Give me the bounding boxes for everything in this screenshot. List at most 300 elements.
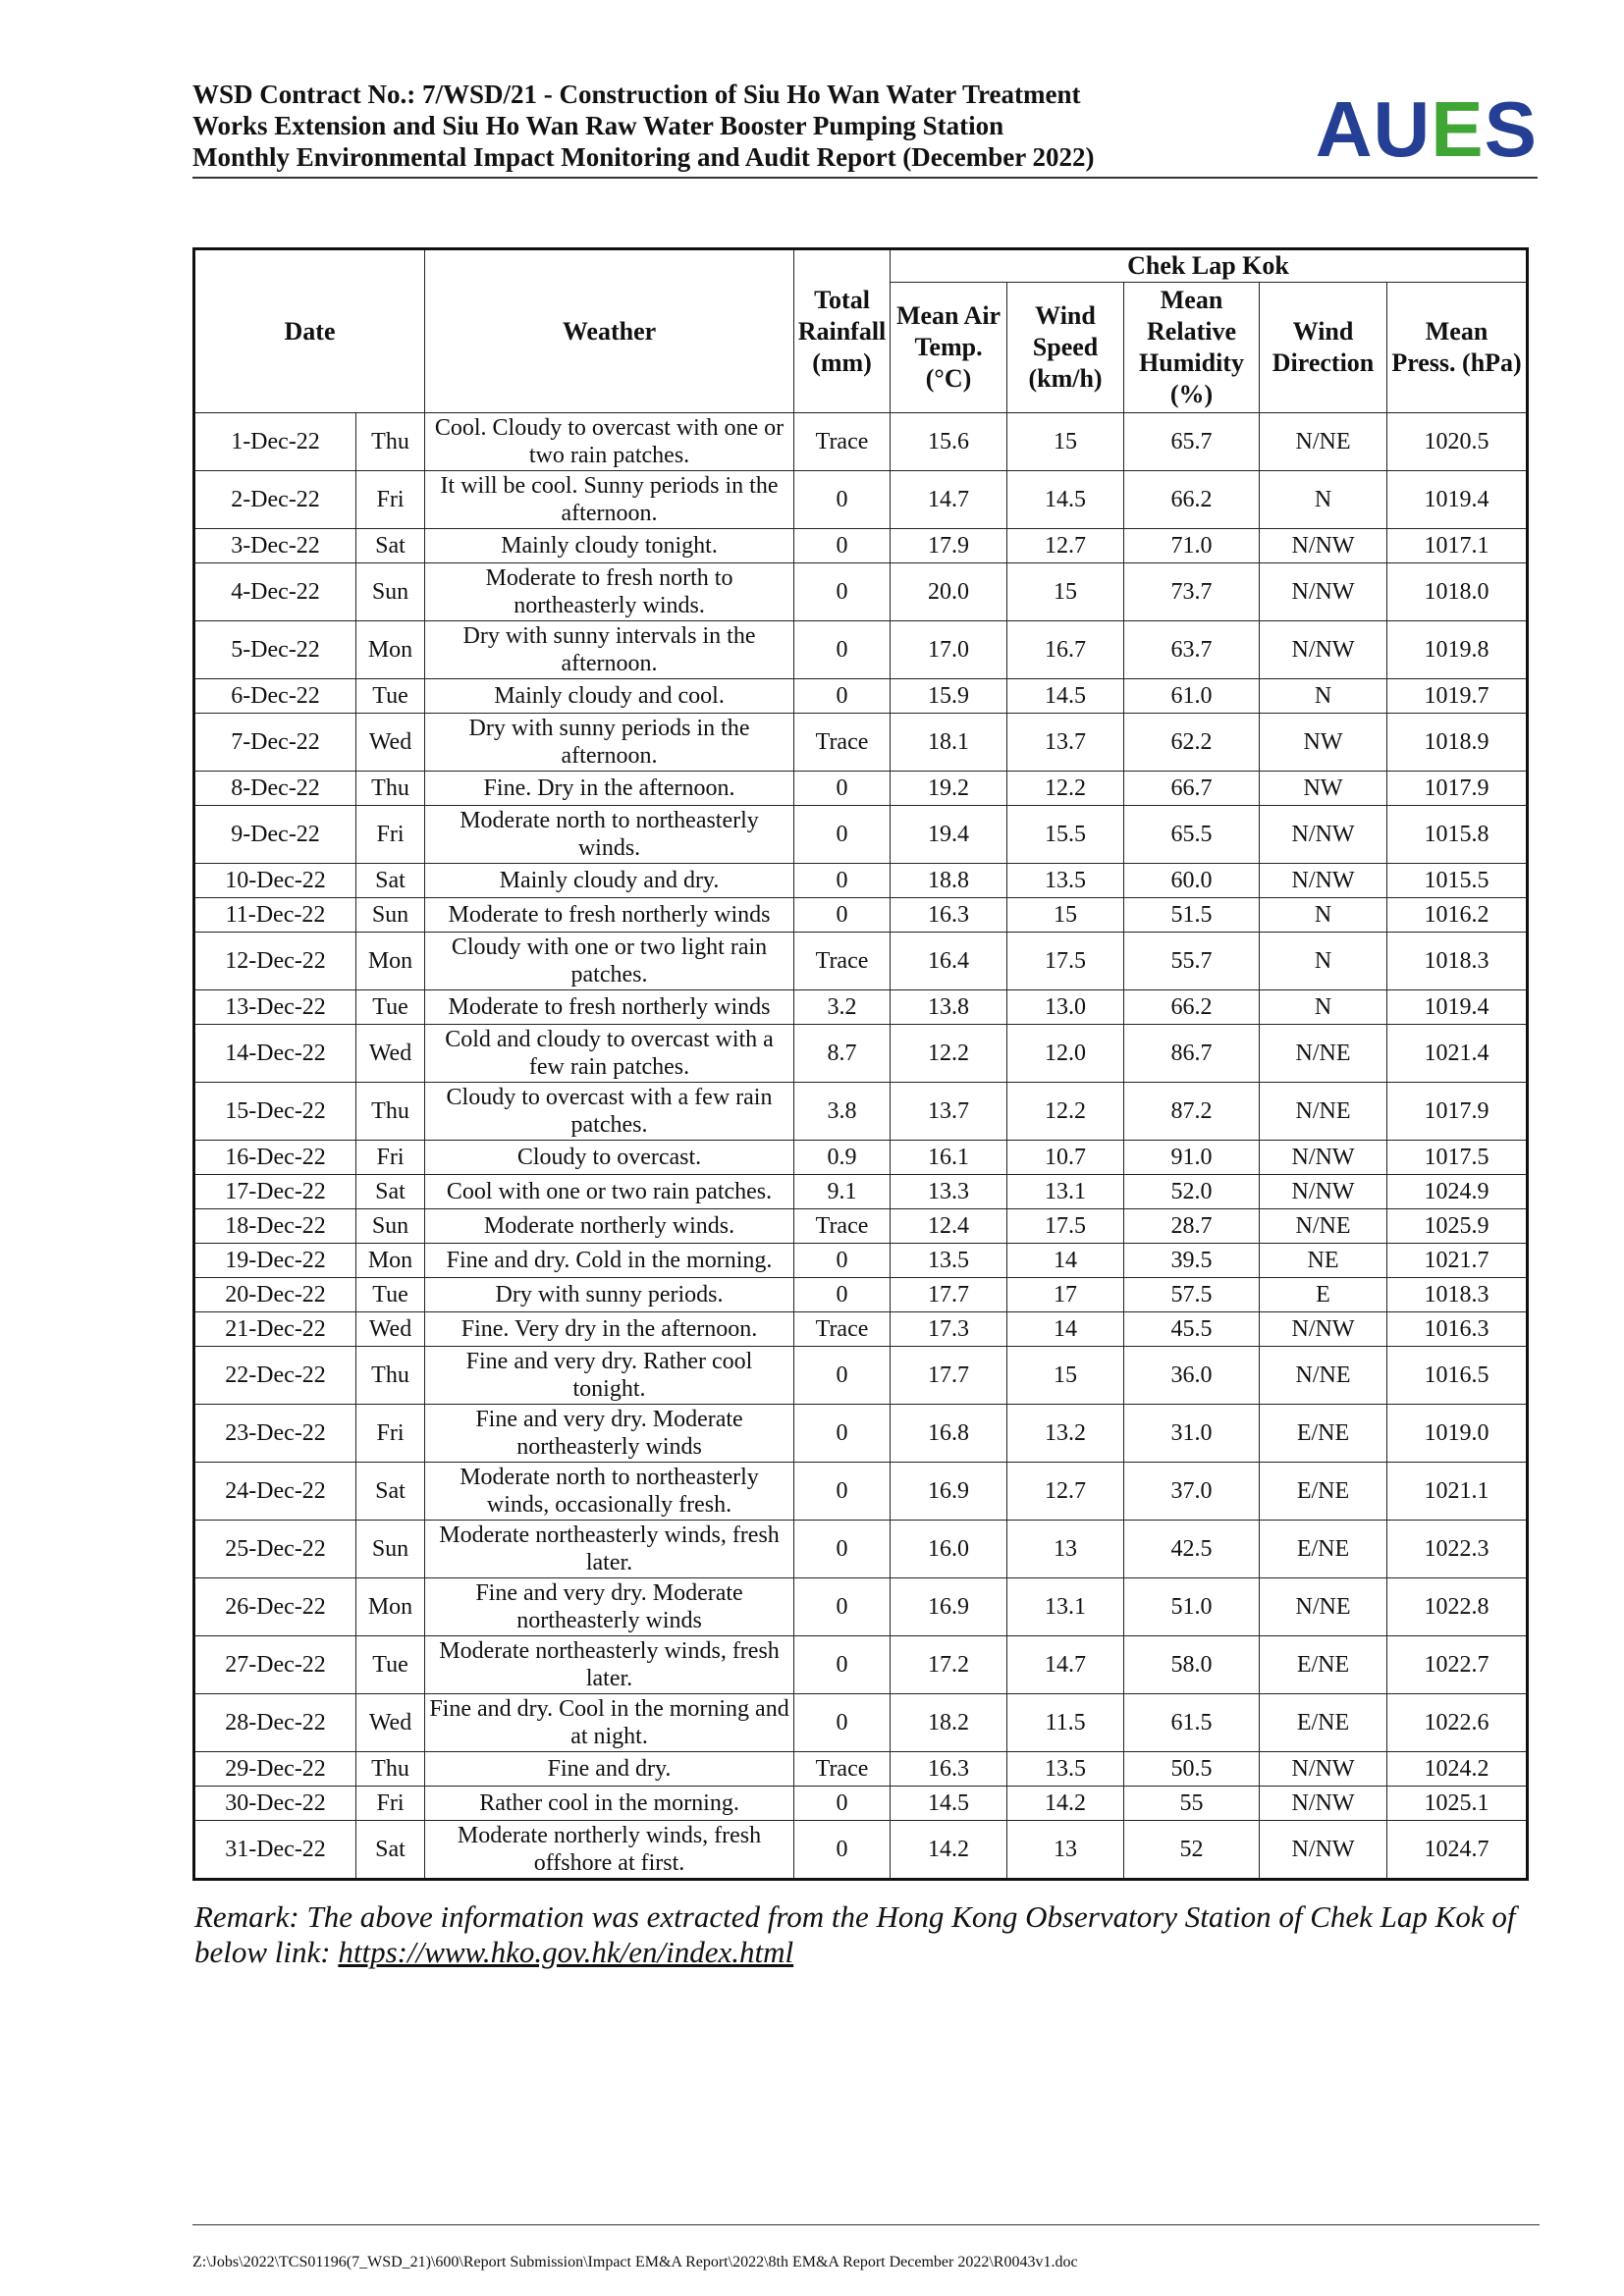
- temp-cell: 12.2: [891, 1025, 1007, 1083]
- wind-speed-cell: 16.7: [1007, 621, 1124, 679]
- temp-cell: 14.2: [891, 1821, 1007, 1880]
- date-cell: 15-Dec-22: [194, 1083, 356, 1141]
- temp-cell: 16.8: [891, 1405, 1007, 1463]
- wind-direction-cell: N: [1260, 679, 1387, 714]
- humidity-cell: 45.5: [1124, 1312, 1260, 1347]
- temp-cell: 16.9: [891, 1578, 1007, 1636]
- humidity-cell: 50.5: [1124, 1752, 1260, 1787]
- wind-speed-cell: 13.1: [1007, 1175, 1124, 1209]
- pressure-cell: 1019.4: [1387, 471, 1528, 529]
- rainfall-cell: 8.7: [794, 1025, 891, 1083]
- temp-cell: 12.4: [891, 1209, 1007, 1244]
- rainfall-cell: Trace: [794, 1312, 891, 1347]
- humidity-cell: 28.7: [1124, 1209, 1260, 1244]
- title-line-1: WSD Contract No.: 7/WSD/21 - Construction of Siu Ho Wan Water Treatment: [192, 80, 1081, 109]
- pressure-cell: 1016.3: [1387, 1312, 1528, 1347]
- header-wind-direction: Wind Direction: [1260, 283, 1387, 413]
- wind-speed-cell: 13.0: [1007, 990, 1124, 1025]
- day-cell: Mon: [356, 621, 425, 679]
- date-cell: 8-Dec-22: [194, 772, 356, 806]
- page-header: [192, 79, 1538, 177]
- temp-cell: 13.7: [891, 1083, 1007, 1141]
- wind-direction-cell: N: [1260, 933, 1387, 990]
- header-temp: Mean Air Temp. (°C): [891, 283, 1007, 413]
- rainfall-cell: 0: [794, 529, 891, 563]
- weather-cell: Dry with sunny periods in the afternoon.: [425, 714, 794, 772]
- remark-text: Remark: The above information was extracted from the Hong Kong Observatory Station of Chek Lap Kok of below link:: [194, 1899, 1516, 1969]
- wind-speed-cell: 14: [1007, 1312, 1124, 1347]
- date-cell: 17-Dec-22: [194, 1175, 356, 1209]
- wind-direction-cell: N/NE: [1260, 1347, 1387, 1405]
- table-row: [194, 1405, 1528, 1463]
- table-row: [194, 898, 1528, 933]
- wind-direction-cell: N/NW: [1260, 864, 1387, 898]
- table-row: [194, 772, 1528, 806]
- wind-speed-cell: 15: [1007, 898, 1124, 933]
- wind-direction-cell: N/NW: [1260, 1821, 1387, 1880]
- rainfall-cell: 0.9: [794, 1141, 891, 1175]
- day-cell: Fri: [356, 1141, 425, 1175]
- weather-cell: Mainly cloudy and cool.: [425, 679, 794, 714]
- wind-direction-cell: NW: [1260, 714, 1387, 772]
- day-cell: Wed: [356, 1694, 425, 1752]
- wind-speed-cell: 17: [1007, 1278, 1124, 1312]
- aues-logo: AUES: [1315, 85, 1538, 173]
- weather-cell: It will be cool. Sunny periods in the afternoon.: [425, 471, 794, 529]
- table-row: [194, 933, 1528, 990]
- temp-cell: 15.6: [891, 413, 1007, 471]
- table-row: [194, 1463, 1528, 1521]
- table-row: [194, 1278, 1528, 1312]
- wind-direction-cell: N/NW: [1260, 1141, 1387, 1175]
- header-rainfall: Total Rainfall (mm): [794, 249, 891, 413]
- rainfall-cell: 0: [794, 1405, 891, 1463]
- file-path-footer: Z:\Jobs\2022\TCS01196(7_WSD_21)\600\Report Submission\Impact EM&A Report\2022\8th EM&A Report December 2022\R0043v1.doc: [192, 2254, 1078, 2270]
- day-cell: Sat: [356, 529, 425, 563]
- weather-cell: Fine and very dry. Moderate northeasterly winds: [425, 1405, 794, 1463]
- wind-speed-cell: 10.7: [1007, 1141, 1124, 1175]
- humidity-cell: 42.5: [1124, 1521, 1260, 1578]
- table-row: [194, 679, 1528, 714]
- humidity-cell: 31.0: [1124, 1405, 1260, 1463]
- date-cell: 24-Dec-22: [194, 1463, 356, 1521]
- pressure-cell: 1019.7: [1387, 679, 1528, 714]
- temp-cell: 16.3: [891, 1752, 1007, 1787]
- temp-cell: 14.5: [891, 1787, 1007, 1821]
- weather-cell: Moderate north to northeasterly winds, occasionally fresh.: [425, 1463, 794, 1521]
- temp-cell: 18.1: [891, 714, 1007, 772]
- temp-cell: 17.3: [891, 1312, 1007, 1347]
- date-cell: 18-Dec-22: [194, 1209, 356, 1244]
- day-cell: Wed: [356, 1312, 425, 1347]
- wind-direction-cell: E/NE: [1260, 1463, 1387, 1521]
- wind-speed-cell: 15.5: [1007, 806, 1124, 864]
- remark-note: [194, 1899, 1549, 1970]
- wind-direction-cell: E/NE: [1260, 1636, 1387, 1694]
- table-row: [194, 413, 1528, 471]
- wind-direction-cell: N/NW: [1260, 1175, 1387, 1209]
- date-cell: 16-Dec-22: [194, 1141, 356, 1175]
- temp-cell: 16.3: [891, 898, 1007, 933]
- day-cell: Tue: [356, 679, 425, 714]
- humidity-cell: 63.7: [1124, 621, 1260, 679]
- wind-speed-cell: 14.7: [1007, 1636, 1124, 1694]
- station-name: Chek Lap Kok: [891, 249, 1528, 283]
- table-row: [194, 529, 1528, 563]
- pressure-cell: 1021.7: [1387, 1244, 1528, 1278]
- wind-direction-cell: N: [1260, 898, 1387, 933]
- temp-cell: 17.2: [891, 1636, 1007, 1694]
- humidity-cell: 66.7: [1124, 772, 1260, 806]
- wind-speed-cell: 13.5: [1007, 864, 1124, 898]
- hko-link[interactable]: https://www.hko.gov.hk/en/index.html: [338, 1935, 794, 1969]
- humidity-cell: 66.2: [1124, 990, 1260, 1025]
- rainfall-cell: 0: [794, 1244, 891, 1278]
- wind-speed-cell: 13: [1007, 1521, 1124, 1578]
- day-cell: Mon: [356, 1244, 425, 1278]
- date-cell: 22-Dec-22: [194, 1347, 356, 1405]
- table-row: [194, 563, 1528, 621]
- humidity-cell: 39.5: [1124, 1244, 1260, 1278]
- table-row: [194, 1636, 1528, 1694]
- day-cell: Fri: [356, 1787, 425, 1821]
- wind-speed-cell: 13.2: [1007, 1405, 1124, 1463]
- rainfall-cell: 0: [794, 864, 891, 898]
- pressure-cell: 1015.5: [1387, 864, 1528, 898]
- humidity-cell: 55: [1124, 1787, 1260, 1821]
- day-cell: Thu: [356, 413, 425, 471]
- weather-cell: Moderate northerly winds.: [425, 1209, 794, 1244]
- rainfall-cell: 0: [794, 1463, 891, 1521]
- table-row: [194, 1141, 1528, 1175]
- date-cell: 7-Dec-22: [194, 714, 356, 772]
- table-row: [194, 1209, 1528, 1244]
- wind-direction-cell: E/NE: [1260, 1405, 1387, 1463]
- day-cell: Sun: [356, 1209, 425, 1244]
- humidity-cell: 36.0: [1124, 1347, 1260, 1405]
- table-row: [194, 1244, 1528, 1278]
- table-row: [194, 471, 1528, 529]
- date-cell: 4-Dec-22: [194, 563, 356, 621]
- wind-speed-cell: 17.5: [1007, 933, 1124, 990]
- wind-direction-cell: N/NW: [1260, 1752, 1387, 1787]
- wind-speed-cell: 13: [1007, 1821, 1124, 1880]
- weather-cell: Cool with one or two rain patches.: [425, 1175, 794, 1209]
- day-cell: Sun: [356, 563, 425, 621]
- day-cell: Fri: [356, 1405, 425, 1463]
- humidity-cell: 65.5: [1124, 806, 1260, 864]
- rainfall-cell: 0: [794, 1694, 891, 1752]
- temp-cell: 16.1: [891, 1141, 1007, 1175]
- temp-cell: 17.9: [891, 529, 1007, 563]
- table-row: [194, 990, 1528, 1025]
- humidity-cell: 51.0: [1124, 1578, 1260, 1636]
- pressure-cell: 1017.9: [1387, 1083, 1528, 1141]
- humidity-cell: 52: [1124, 1821, 1260, 1880]
- wind-speed-cell: 15: [1007, 1347, 1124, 1405]
- header-divider: [192, 177, 1538, 179]
- table-row: [194, 1025, 1528, 1083]
- day-cell: Wed: [356, 1025, 425, 1083]
- wind-speed-cell: 14.2: [1007, 1787, 1124, 1821]
- temp-cell: 14.7: [891, 471, 1007, 529]
- date-cell: 20-Dec-22: [194, 1278, 356, 1312]
- humidity-cell: 62.2: [1124, 714, 1260, 772]
- temp-cell: 20.0: [891, 563, 1007, 621]
- pressure-cell: 1025.1: [1387, 1787, 1528, 1821]
- temp-cell: 16.9: [891, 1463, 1007, 1521]
- humidity-cell: 58.0: [1124, 1636, 1260, 1694]
- weather-cell: Dry with sunny intervals in the afternoon.: [425, 621, 794, 679]
- temp-cell: 17.7: [891, 1347, 1007, 1405]
- report-title: [192, 79, 1094, 173]
- header-wind-speed: Wind Speed (km/h): [1007, 283, 1124, 413]
- wind-speed-cell: 12.2: [1007, 772, 1124, 806]
- wind-direction-cell: N/NE: [1260, 1025, 1387, 1083]
- rainfall-cell: 0: [794, 679, 891, 714]
- weather-cell: Fine and very dry. Rather cool tonight.: [425, 1347, 794, 1405]
- pressure-cell: 1017.9: [1387, 772, 1528, 806]
- day-cell: Fri: [356, 806, 425, 864]
- temp-cell: 16.4: [891, 933, 1007, 990]
- header-humidity: Mean Relative Humidity (%): [1124, 283, 1260, 413]
- humidity-cell: 61.0: [1124, 679, 1260, 714]
- humidity-cell: 71.0: [1124, 529, 1260, 563]
- pressure-cell: 1022.8: [1387, 1578, 1528, 1636]
- date-cell: 5-Dec-22: [194, 621, 356, 679]
- day-cell: Mon: [356, 933, 425, 990]
- wind-speed-cell: 17.5: [1007, 1209, 1124, 1244]
- table-row: [194, 1578, 1528, 1636]
- pressure-cell: 1021.4: [1387, 1025, 1528, 1083]
- pressure-cell: 1022.3: [1387, 1521, 1528, 1578]
- temp-cell: 13.3: [891, 1175, 1007, 1209]
- weather-cell: Moderate northeasterly winds, fresh later.: [425, 1521, 794, 1578]
- wind-speed-cell: 14.5: [1007, 679, 1124, 714]
- date-cell: 19-Dec-22: [194, 1244, 356, 1278]
- weather-cell: Fine and dry. Cold in the morning.: [425, 1244, 794, 1278]
- day-cell: Thu: [356, 1752, 425, 1787]
- table-row: [194, 1752, 1528, 1787]
- table-row: [194, 1787, 1528, 1821]
- wind-direction-cell: N: [1260, 990, 1387, 1025]
- title-line-3: Monthly Environmental Impact Monitoring and Audit Report (December 2022): [192, 142, 1095, 172]
- weather-cell: Dry with sunny periods.: [425, 1278, 794, 1312]
- weather-cell: Cool. Cloudy to overcast with one or two rain patches.: [425, 413, 794, 471]
- day-cell: Mon: [356, 1578, 425, 1636]
- day-cell: Fri: [356, 471, 425, 529]
- table-row: [194, 1521, 1528, 1578]
- pressure-cell: 1020.5: [1387, 413, 1528, 471]
- temp-cell: 19.2: [891, 772, 1007, 806]
- wind-direction-cell: N/NE: [1260, 413, 1387, 471]
- rainfall-cell: Trace: [794, 1752, 891, 1787]
- wind-direction-cell: NW: [1260, 772, 1387, 806]
- wind-speed-cell: 15: [1007, 413, 1124, 471]
- weather-cell: Moderate to fresh northerly winds: [425, 990, 794, 1025]
- date-cell: 13-Dec-22: [194, 990, 356, 1025]
- weather-cell: Fine and dry. Cool in the morning and at night.: [425, 1694, 794, 1752]
- footer-divider: [192, 2224, 1540, 2225]
- date-cell: 28-Dec-22: [194, 1694, 356, 1752]
- temp-cell: 16.0: [891, 1521, 1007, 1578]
- pressure-cell: 1019.4: [1387, 990, 1528, 1025]
- wind-direction-cell: N/NW: [1260, 1787, 1387, 1821]
- weather-table-body: [194, 413, 1528, 1880]
- rainfall-cell: 0: [794, 1578, 891, 1636]
- pressure-cell: 1022.7: [1387, 1636, 1528, 1694]
- temp-cell: 17.0: [891, 621, 1007, 679]
- rainfall-cell: 9.1: [794, 1175, 891, 1209]
- temp-cell: 13.8: [891, 990, 1007, 1025]
- weather-cell: Fine. Dry in the afternoon.: [425, 772, 794, 806]
- rainfall-cell: 3.2: [794, 990, 891, 1025]
- wind-speed-cell: 12.0: [1007, 1025, 1124, 1083]
- humidity-cell: 65.7: [1124, 413, 1260, 471]
- pressure-cell: 1015.8: [1387, 806, 1528, 864]
- date-cell: 10-Dec-22: [194, 864, 356, 898]
- weather-cell: Moderate northerly winds, fresh offshore at first.: [425, 1821, 794, 1880]
- weather-cell: Mainly cloudy and dry.: [425, 864, 794, 898]
- day-cell: Thu: [356, 772, 425, 806]
- pressure-cell: 1024.7: [1387, 1821, 1528, 1880]
- wind-speed-cell: 12.7: [1007, 1463, 1124, 1521]
- rainfall-cell: 0: [794, 772, 891, 806]
- pressure-cell: 1019.8: [1387, 621, 1528, 679]
- date-cell: 3-Dec-22: [194, 529, 356, 563]
- pressure-cell: 1025.9: [1387, 1209, 1528, 1244]
- wind-direction-cell: N/NW: [1260, 563, 1387, 621]
- date-cell: 29-Dec-22: [194, 1752, 356, 1787]
- wind-direction-cell: N/NE: [1260, 1209, 1387, 1244]
- date-cell: 31-Dec-22: [194, 1821, 356, 1880]
- day-cell: Sun: [356, 898, 425, 933]
- title-line-2: Works Extension and Siu Ho Wan Raw Water Booster Pumping Station: [192, 111, 1004, 140]
- wind-direction-cell: NE: [1260, 1244, 1387, 1278]
- weather-cell: Fine. Very dry in the afternoon.: [425, 1312, 794, 1347]
- rainfall-cell: 3.8: [794, 1083, 891, 1141]
- day-cell: Wed: [356, 714, 425, 772]
- humidity-cell: 55.7: [1124, 933, 1260, 990]
- table-row: [194, 1312, 1528, 1347]
- pressure-cell: 1017.5: [1387, 1141, 1528, 1175]
- rainfall-cell: 0: [794, 1521, 891, 1578]
- humidity-cell: 52.0: [1124, 1175, 1260, 1209]
- rainfall-cell: Trace: [794, 714, 891, 772]
- rainfall-cell: Trace: [794, 413, 891, 471]
- weather-cell: Cloudy to overcast with a few rain patches.: [425, 1083, 794, 1141]
- day-cell: Thu: [356, 1083, 425, 1141]
- weather-cell: Moderate to fresh north to northeasterly winds.: [425, 563, 794, 621]
- pressure-cell: 1024.9: [1387, 1175, 1528, 1209]
- date-cell: 27-Dec-22: [194, 1636, 356, 1694]
- weather-cell: Moderate northeasterly winds, fresh later.: [425, 1636, 794, 1694]
- wind-direction-cell: N/NW: [1260, 1312, 1387, 1347]
- table-row: [194, 714, 1528, 772]
- day-cell: Thu: [356, 1347, 425, 1405]
- date-cell: 26-Dec-22: [194, 1578, 356, 1636]
- humidity-cell: 60.0: [1124, 864, 1260, 898]
- weather-cell: Rather cool in the morning.: [425, 1787, 794, 1821]
- wind-speed-cell: 14: [1007, 1244, 1124, 1278]
- pressure-cell: 1018.0: [1387, 563, 1528, 621]
- weather-cell: Moderate to fresh northerly winds: [425, 898, 794, 933]
- wind-speed-cell: 13.7: [1007, 714, 1124, 772]
- rainfall-cell: Trace: [794, 1209, 891, 1244]
- date-cell: 1-Dec-22: [194, 413, 356, 471]
- rainfall-cell: 0: [794, 1636, 891, 1694]
- wind-speed-cell: 14.5: [1007, 471, 1124, 529]
- table-row: [194, 806, 1528, 864]
- pressure-cell: 1017.1: [1387, 529, 1528, 563]
- header-weather: Weather: [425, 249, 794, 413]
- wind-speed-cell: 15: [1007, 563, 1124, 621]
- pressure-cell: 1016.2: [1387, 898, 1528, 933]
- pressure-cell: 1022.6: [1387, 1694, 1528, 1752]
- day-cell: Tue: [356, 990, 425, 1025]
- rainfall-cell: 0: [794, 898, 891, 933]
- weather-table: [192, 247, 1529, 1881]
- rainfall-cell: 0: [794, 1278, 891, 1312]
- rainfall-cell: 0: [794, 1787, 891, 1821]
- humidity-cell: 57.5: [1124, 1278, 1260, 1312]
- humidity-cell: 61.5: [1124, 1694, 1260, 1752]
- wind-direction-cell: N/NE: [1260, 1578, 1387, 1636]
- header-date: Date: [194, 249, 425, 413]
- day-cell: Tue: [356, 1636, 425, 1694]
- day-cell: Tue: [356, 1278, 425, 1312]
- rainfall-cell: Trace: [794, 933, 891, 990]
- day-cell: Sat: [356, 1463, 425, 1521]
- date-cell: 12-Dec-22: [194, 933, 356, 990]
- weather-cell: Cloudy to overcast.: [425, 1141, 794, 1175]
- rainfall-cell: 0: [794, 471, 891, 529]
- day-cell: Sat: [356, 1175, 425, 1209]
- table-row: [194, 1821, 1528, 1880]
- wind-direction-cell: N/NW: [1260, 621, 1387, 679]
- pressure-cell: 1024.2: [1387, 1752, 1528, 1787]
- temp-cell: 18.8: [891, 864, 1007, 898]
- humidity-cell: 87.2: [1124, 1083, 1260, 1141]
- weather-cell: Cold and cloudy to overcast with a few rain patches.: [425, 1025, 794, 1083]
- wind-direction-cell: N/NW: [1260, 806, 1387, 864]
- humidity-cell: 37.0: [1124, 1463, 1260, 1521]
- rainfall-cell: 0: [794, 1821, 891, 1880]
- wind-speed-cell: 13.5: [1007, 1752, 1124, 1787]
- wind-direction-cell: E/NE: [1260, 1521, 1387, 1578]
- date-cell: 25-Dec-22: [194, 1521, 356, 1578]
- rainfall-cell: 0: [794, 806, 891, 864]
- day-cell: Sat: [356, 864, 425, 898]
- wind-direction-cell: E: [1260, 1278, 1387, 1312]
- humidity-cell: 73.7: [1124, 563, 1260, 621]
- wind-direction-cell: N: [1260, 471, 1387, 529]
- rainfall-cell: 0: [794, 563, 891, 621]
- weather-cell: Moderate north to northeasterly winds.: [425, 806, 794, 864]
- pressure-cell: 1018.3: [1387, 1278, 1528, 1312]
- date-cell: 2-Dec-22: [194, 471, 356, 529]
- weather-cell: Mainly cloudy tonight.: [425, 529, 794, 563]
- table-row: [194, 1347, 1528, 1405]
- temp-cell: 13.5: [891, 1244, 1007, 1278]
- table-row: [194, 621, 1528, 679]
- temp-cell: 19.4: [891, 806, 1007, 864]
- wind-speed-cell: 13.1: [1007, 1578, 1124, 1636]
- rainfall-cell: 0: [794, 621, 891, 679]
- humidity-cell: 91.0: [1124, 1141, 1260, 1175]
- date-cell: 14-Dec-22: [194, 1025, 356, 1083]
- wind-speed-cell: 12.7: [1007, 529, 1124, 563]
